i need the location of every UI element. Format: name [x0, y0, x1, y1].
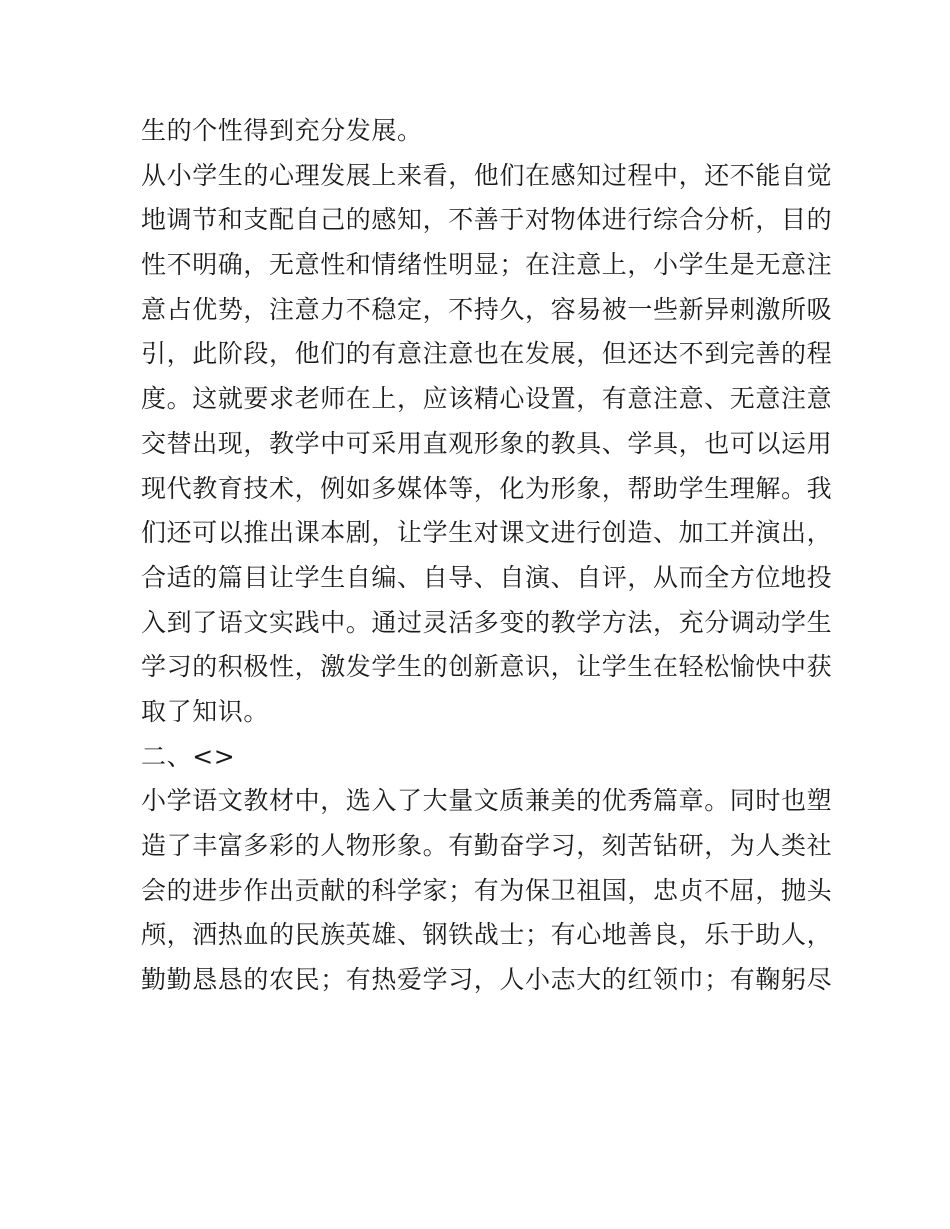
text-line: 意占优势，注意力不稳定，不持久，容易被一些新异刺激所吸	[141, 294, 833, 324]
text-line: 勤勤恳恳的农民；有热爱学习，人小志大的红领巾；有鞠躬尽	[141, 965, 833, 995]
text-line: 度。这就要求老师在上，应该精心设置，有意注意、无意注意	[141, 384, 833, 414]
text-line: 们还可以推出课本剧，让学生对课文进行创造、加工并演出，	[141, 518, 833, 548]
text-line: 现代教育技术，例如多媒体等，化为形象，帮助学生理解。我	[141, 473, 833, 503]
text-line: 造了丰富多彩的人物形象。有勤奋学习，刻苦钻研，为人类社	[141, 831, 833, 860]
text-line: 学习的积极性，激发学生的创新意识，让学生在轻松愉快中获	[141, 652, 833, 682]
text-line: 交替出现，教学中可采用直观形象的教具、学具，也可以运用	[141, 428, 833, 458]
text-line: 性不明确，无意性和情绪性明显；在注意上，小学生是无意注	[141, 250, 833, 280]
text-line: 生的个性得到充分发展。	[141, 116, 423, 145]
text-line: 小学语文教材中，选入了大量文质兼美的优秀篇章。同时也塑	[141, 786, 833, 816]
text-line: 颅，洒热血的民族英雄、钢铁战士；有心地善良，乐于助人，	[141, 920, 833, 950]
section-heading: 二、<>	[141, 741, 236, 771]
text-line: 引，此阶段，他们的有意注意也在发展，但还达不到完善的程	[141, 339, 833, 369]
text-line: 入到了语文实践中。通过灵活多变的教学方法，充分调动学生	[141, 607, 833, 637]
body-text	[141, 109, 833, 1003]
text-line: 合适的篇目让学生自编、自导、自演、自评，从而全方位地投	[141, 562, 833, 592]
text-line: 从小学生的心理发展上来看，他们在感知过程中，还不能自觉	[141, 160, 833, 190]
text-line: 取了知识。	[141, 696, 270, 726]
text-line: 地调节和支配自己的感知，不善于对物体进行综合分析，目的	[141, 205, 833, 235]
text-line: 会的进步作出贡献的科学家；有为保卫祖国，忠贞不屈，抛头	[141, 875, 833, 905]
